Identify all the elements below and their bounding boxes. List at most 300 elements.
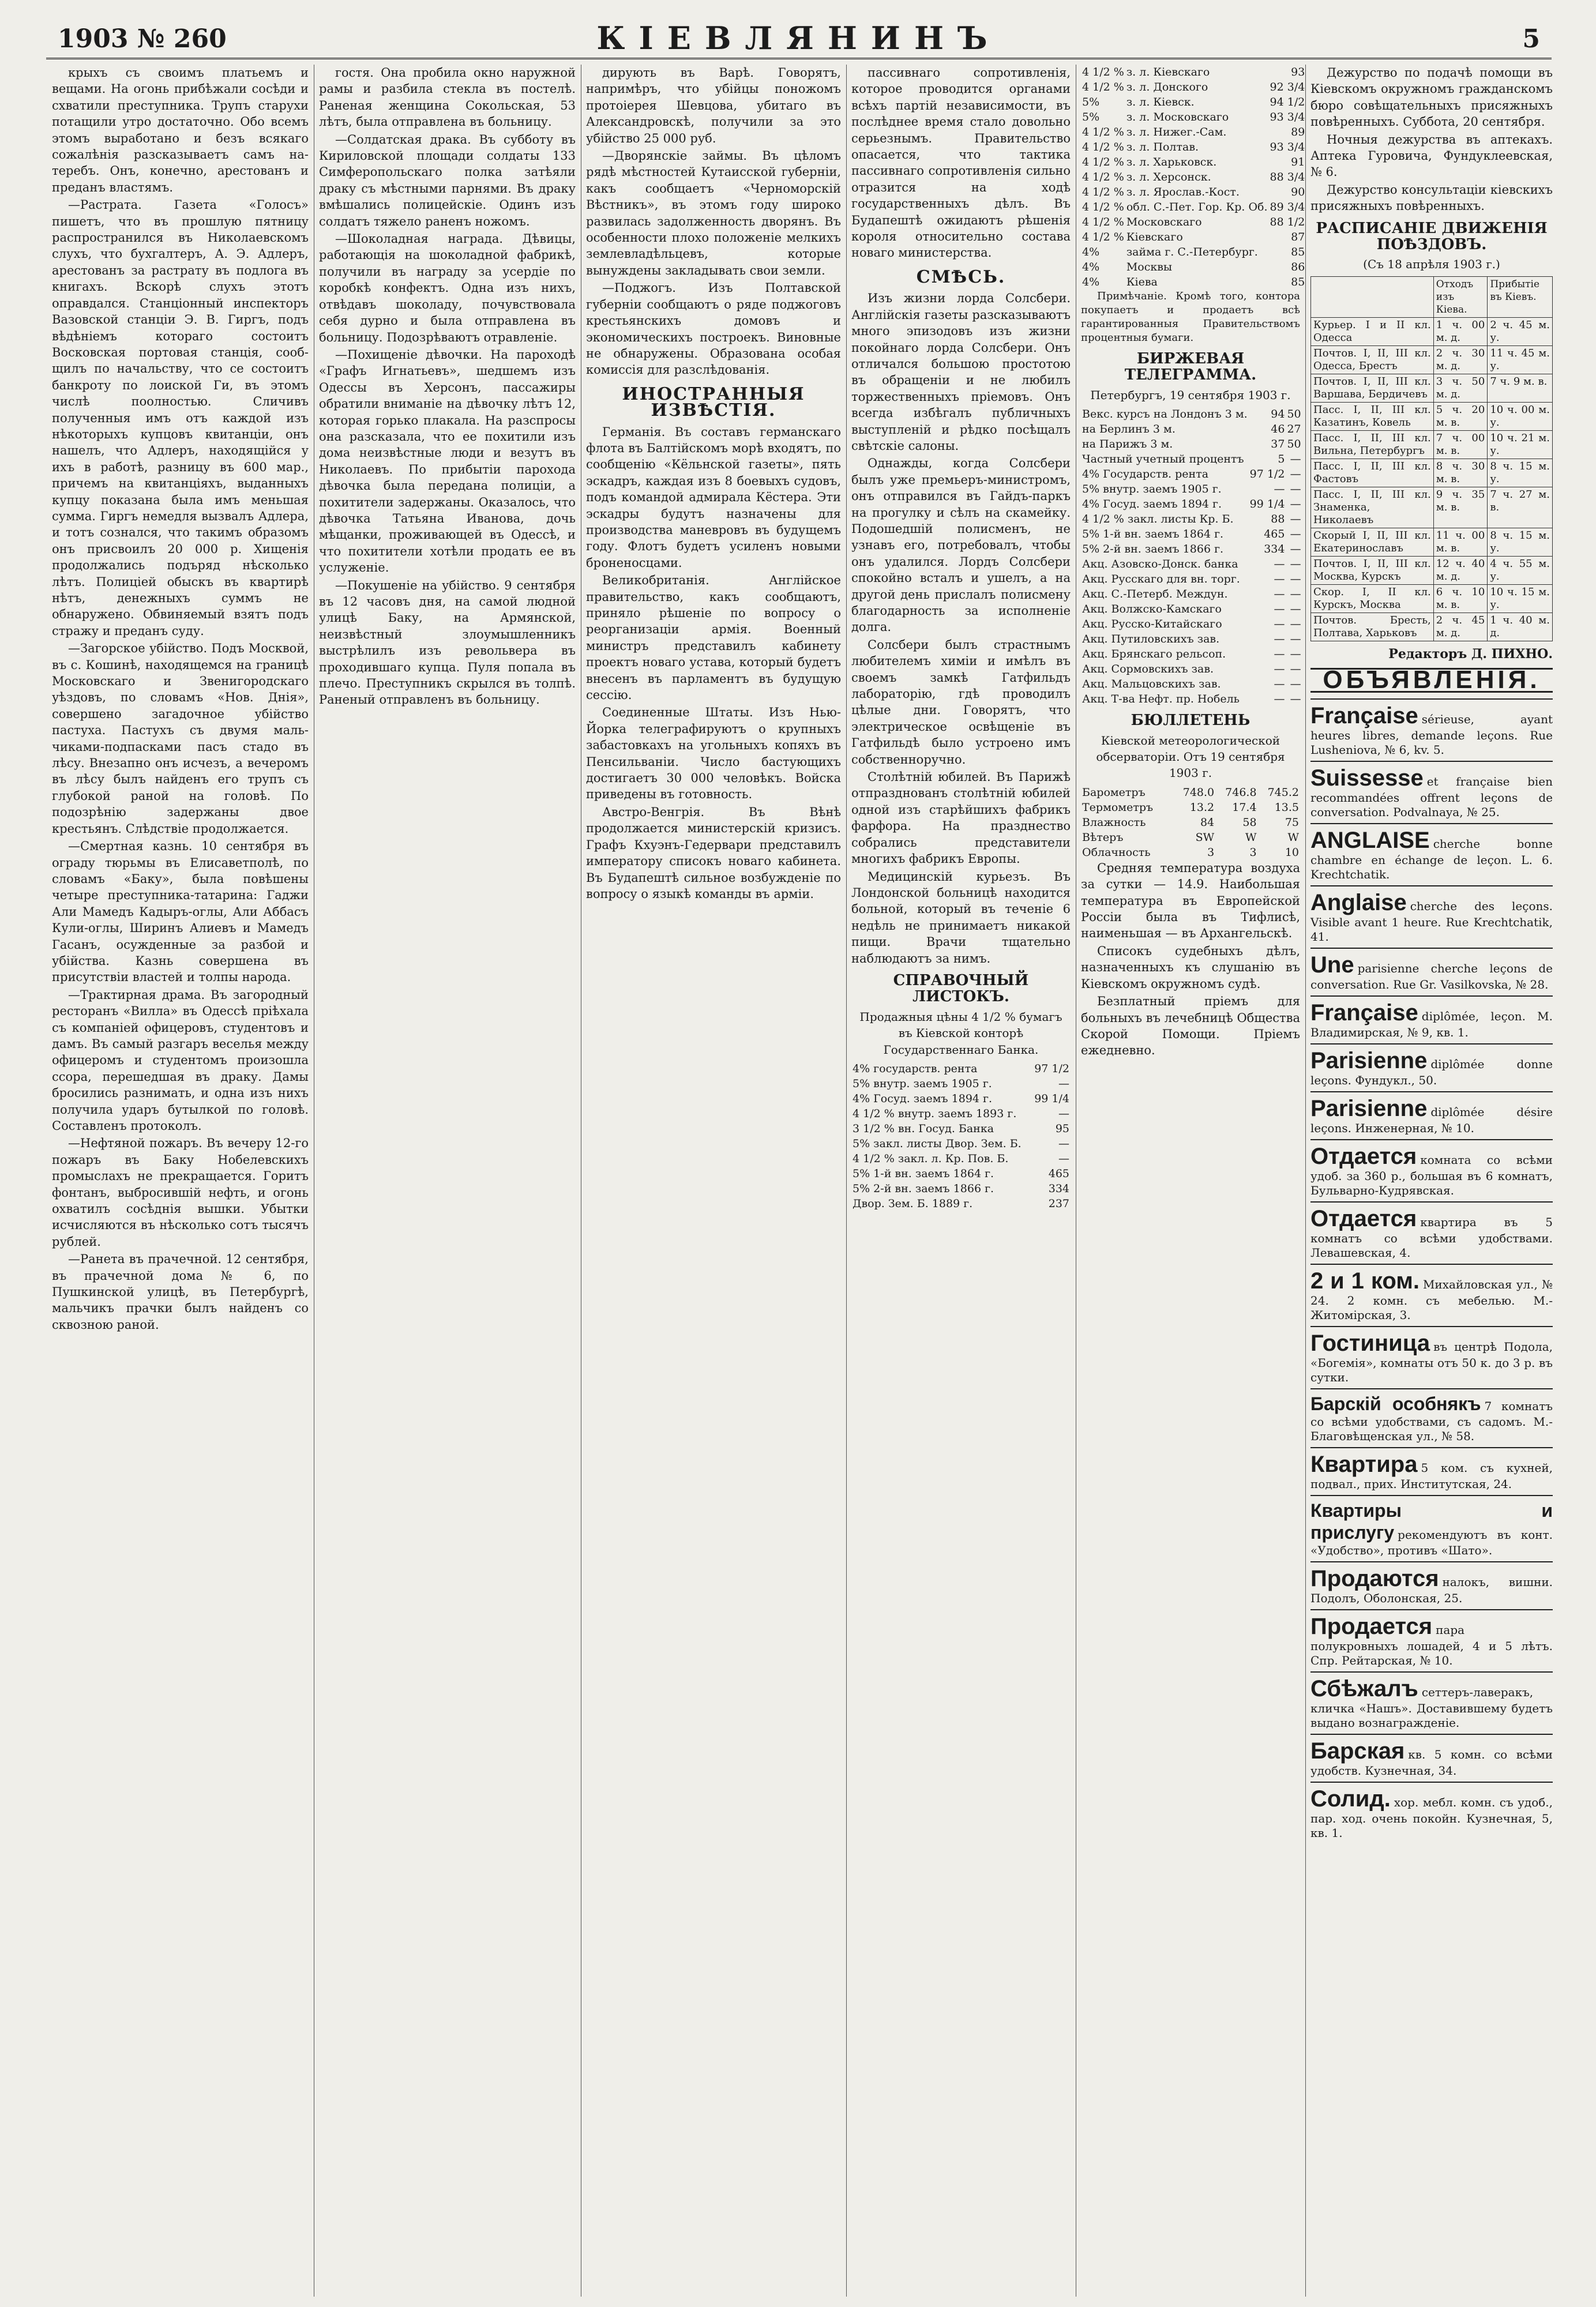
newspaper-title: КІЕВЛЯНИНЪ — [596, 20, 1001, 57]
miscellany-paragraph: Изъ жизни лорда Солсбери. Англійскія газеты разсказываютъ много эпизодовъ изъ жизни покойнаго лорда Солсбери. Онъ отличался большою простотою въ обращеніи и не любилъ торжественныхъ пріемовъ. Онъ всегда избѣгалъ публичныхъ выступленій и рѣдко посѣщалъ свѣтскіе салоны. — [851, 291, 1071, 453]
ad-keyword: 2 и 1 ком. — [1310, 1268, 1419, 1294]
ad-text: Михайловская ул., № 24. 2 комн. съ мебелью. М.-Житомірская, 3. — [1310, 1277, 1553, 1322]
bond-price-row-cell: 5% 2-й вн. заемъ 1866 г. — [853, 1182, 994, 1195]
exchange-table — [1081, 407, 1302, 707]
article-paragraph: —Загорское убійство. Подъ Москвой, въ с. Кошинѣ, находящемся на границѣ Московскаго и Звенигородскаго уѣздовъ, по словамъ «Нов. Днія», совершено загадочное убійство пастуха. Пастухъ съ двумя мальчиками-подпасками пасъ стадо въ лѣсу. Внезапно онъ исчезъ, а вечеромъ въ лѣсу былъ найденъ его трупъ съ глубокой раной на головѣ. По подозрѣнію задержаны двое крестьянъ. Слѣдствіе продолжается. — [52, 641, 309, 836]
miscellany-paragraph: Однажды, когда Солсбери былъ уже премьеръ-министромъ, онъ отправился въ Гайдъ-паркъ на прогулку и сѣлъ на скамейку. Подошедшій полисменъ, не узнавъ его, потребовалъ, чтобы онъ удалился. Лордъ Солсбери спокойно всталъ и ушелъ, а на другой день прислалъ полисмену благодарность за исполненіе долга. — [851, 456, 1071, 634]
miscellany-paragraph: Солсбери былъ страстнымъ любителемъ химіи и имѣлъ въ своемъ замкѣ Гатфильдъ лабораторію, гдѣ проводилъ цѣлые дни. Говорятъ, что электрическое освѣщеніе въ Гатфильдѣ было устроено имъ собственноручно. — [851, 637, 1071, 767]
timetable-row-cell: 7 ч. 9 м. в. — [1488, 374, 1553, 402]
timetable-row — [1311, 345, 1553, 374]
issue-number: 1903 № 260 — [58, 24, 227, 54]
mortgage-quote-row-cell: 93 3/4 — [1270, 141, 1305, 153]
article-paragraph: —Солдатская драка. Въ субботу въ Кириловской площади солдаты 133 Симферопольскаго полка затѣяли драку съ мѣстными парнями. Въ драку вмѣшались полицейскіе. Одинъ изъ солдатъ тяжело раненъ ножомъ. — [319, 132, 576, 228]
bond-price-row — [851, 1136, 1071, 1151]
exchange-row-cell: — — [1290, 483, 1301, 496]
weather-row-cell: 13.2 — [1189, 801, 1215, 814]
mortgage-quote-row-cell: 91 — [1291, 156, 1305, 168]
ad-keyword: Отдается — [1310, 1205, 1417, 1231]
mortgage-quote-row — [1081, 230, 1306, 245]
ad-keyword: Барская — [1310, 1738, 1405, 1764]
page-number: 5 — [1522, 24, 1540, 54]
exchange-row-cell: Векс. курсъ на Лондонъ 3 м. — [1082, 408, 1248, 421]
exchange-row-cell: Акц. Путиловскихъ зав. — [1082, 633, 1220, 646]
weather-row-cell: 84 — [1200, 816, 1215, 829]
mortgage-quote-row-cell: 4% — [1082, 246, 1100, 258]
column-6 — [1310, 65, 1553, 2297]
ad-keyword: Parisienne — [1310, 1095, 1428, 1121]
ad-text: diplômée, leçon. М. Владимирская, № 9, кв. 1. — [1310, 1009, 1553, 1039]
bulletin-subtitle: Кіевской метеорологической обсерваторіи. Отъ 19 сентября 1903 г. — [1096, 733, 1285, 780]
timetable-row — [1311, 317, 1553, 345]
timetable-row-cell: 2 ч. 45 м. д. — [1433, 613, 1488, 641]
classified-ad — [1310, 761, 1553, 823]
timetable-row-cell: 10 ч. 21 м. у. — [1488, 430, 1553, 459]
column-2 — [319, 65, 576, 2297]
timetable-header-cell: Отходъ изъ Кіева. — [1433, 276, 1488, 317]
timetable-row — [1311, 374, 1553, 402]
mortgage-quote-row-cell: 4 1/2 % — [1082, 231, 1124, 243]
ad-text: cherche des leçons. Visible avant 1 heure. Rue Krechtchatik, 41. — [1310, 899, 1553, 944]
miscellany — [851, 290, 1071, 967]
bond-price-row-cell: 97 1/2 — [1034, 1062, 1069, 1075]
exchange-row — [1081, 437, 1302, 452]
timetable-header-row — [1311, 276, 1553, 317]
ad-keyword: Anglaise — [1310, 889, 1407, 915]
reference-heading: СПРАВОЧНЫЙ ЛИСТОКЪ. — [893, 971, 1029, 1006]
article-paragraph: —Дворянскіе займы. Въ цѣломъ рядѣ мѣстностей Кутаисской губерніи, какъ сообщаетъ «Черноморскій Вѣстникъ», въ этомъ году широко развилась задолженность дворянъ. Въ особенности плохо положеніе мелкихъ землевладѣльцевъ, которые вынуждены закладывать свои земли. — [586, 149, 841, 277]
mortgage-quote-row-cell: з. л. Московскаго — [1126, 111, 1229, 123]
timetable-row-cell: Скор. I, II кл. Курскъ, Москва — [1311, 584, 1434, 613]
timetable-row-cell: 1 ч. 40 м. д. — [1488, 613, 1553, 641]
timetable-row-cell: 6 ч. 10 м. в. — [1433, 584, 1488, 613]
weather-row — [1081, 845, 1300, 860]
timetable-row-cell: 11 ч. 00 м. в. — [1433, 528, 1488, 556]
train-timetable — [1310, 276, 1553, 641]
ad-text: квартира въ 5 комнатъ со всѣми удобствами. Левашевская, 4. — [1310, 1215, 1553, 1260]
exchange-row-cell: Акц. Волжско-Камскаго — [1082, 603, 1222, 616]
article-paragraph: —Нефтяной пожаръ. Въ вечеру 12-го пожаръ въ Баку Нобелевскихъ промыслахъ не прекращается. Горитъ фонтанъ, выбросившій нефть, и огонь охватилъ сосѣднія вышки. Убытки исчисляются въ нѣсколько сотъ тысячъ рублей. — [52, 1136, 309, 1249]
timetable-row-cell: 8 ч. 15 м. у. — [1488, 528, 1553, 556]
timetable-row — [1311, 487, 1553, 528]
column-3 — [586, 65, 841, 2297]
classified-ad — [1310, 1264, 1553, 1326]
ad-keyword: Une — [1310, 952, 1354, 978]
exchange-row-cell: — — [1274, 693, 1285, 706]
ad-text: кв. 5 комн. со всѣми удобств. Кузнечная, 34. — [1310, 1747, 1553, 1778]
mortgage-quote-row — [1081, 155, 1306, 170]
exchange-row — [1081, 482, 1302, 497]
exchange-row — [1081, 557, 1302, 572]
exchange-row-cell: 27 — [1287, 423, 1301, 436]
mortgage-quote-row-cell: 88 3/4 — [1270, 171, 1305, 183]
ad-text: комната со всѣми удоб. за 360 р., большая въ 6 комнатъ, Бульварно-Кудрявская. — [1310, 1152, 1553, 1197]
exchange-row-cell: — — [1274, 603, 1285, 616]
timetable-row-cell: 9 ч. 35 м. в. — [1433, 487, 1488, 528]
exchange-row-cell: — — [1274, 483, 1285, 496]
exchange-row-cell: 465 — [1264, 528, 1285, 541]
bond-price-row-cell: — — [1058, 1152, 1069, 1165]
mortgage-quote-row-cell: 87 — [1291, 231, 1305, 243]
weather-paragraph: Средняя температура воздуха за сутки — 14.9. Наибольшая температура въ Европейской Россіи была въ Тифлисѣ, наименьшая — въ Архангельскѣ. — [1081, 861, 1300, 941]
exchange-row-cell: — — [1290, 588, 1301, 601]
chronicle-articles-3 — [586, 65, 841, 378]
quotes-note: Примѣчаніе. Кромѣ того, контора покупаетъ и продаетъ всѣ гарантированныя Правительствомъ процентныя бумаги. — [1081, 290, 1300, 344]
mortgage-quote-row — [1081, 65, 1306, 80]
ad-text: cherche bonne chambre en échange de leçon. L. 6. Krechtchatik. — [1310, 836, 1553, 881]
classified-ad — [1310, 1139, 1553, 1201]
editor-line: Редакторъ Д. ПИХНО. — [1388, 646, 1553, 662]
timetable-row-cell: 10 ч. 00 м. у. — [1488, 402, 1553, 430]
exchange-row — [1081, 602, 1302, 617]
bond-price-row-cell: 99 1/4 — [1034, 1092, 1069, 1105]
weather-row-cell: Влажность — [1082, 816, 1146, 829]
exchange-row-cell: — — [1274, 648, 1285, 661]
mortgage-quote-row-cell: 85 — [1291, 246, 1305, 258]
duty-paragraph: Дежурство по подачѣ помощи въ Кіевскомъ окружномъ гражданскомъ бюро совѣщательныхъ присяжныхъ повѣренныхъ. Суббота, 20 сентября. — [1310, 66, 1553, 129]
bond-price-row — [851, 1181, 1071, 1196]
masthead — [46, 12, 1552, 59]
ad-text: пара полукровныхъ лошадей, 4 и 5 лѣтъ. Спр. Рейтарская, № 10. — [1310, 1622, 1553, 1667]
bond-price-row-cell: 4 1/2 % внутр. заемъ 1893 г. — [853, 1107, 1017, 1120]
timetable-row-cell: Пасс. I, II, III кл. Казатинъ, Ковель — [1311, 402, 1434, 430]
ad-keyword: Квартира — [1310, 1451, 1418, 1477]
ad-keyword: Продается — [1310, 1613, 1433, 1639]
exchange-row-cell: 88 — [1271, 513, 1285, 526]
mortgage-quote-row-cell: 4 1/2 % — [1082, 81, 1124, 93]
mortgage-quote-row-cell: 4 1/2 % — [1082, 201, 1124, 213]
article-paragraph: крыхъ съ своимъ платьемъ и вещами. На огонь прибѣжали сосѣди и схватили преступника. Трупъ старухи потащили утро достаточно. Обо всемъ этомъ выработано и безъ всякаго сожалѣнія разсказываетъ самъ натеребъ. Онъ, конечно, арестованъ и преданъ властямъ. — [52, 66, 309, 194]
mortgage-quote-row-cell: з. л. Донского — [1126, 81, 1208, 93]
foreign-news-paragraph: Австро-Венгрія. Въ Вѣнѣ продолжается министерскій кризисъ. Графъ Кхуэнъ-Гедервари представилъ императору списокъ новаго кабинета. Въ Будапештѣ сильное возбужденіе по вопросу о языкѣ команды въ арміи. — [586, 805, 841, 901]
article-paragraph: гостя. Она пробила окно наружной рамы и разбила стекла въ постелѣ. Раненая женщина Сокольская, 53 лѣтъ, была отправлена въ больницу. — [319, 66, 576, 129]
weather-row-cell: Барометръ — [1082, 786, 1146, 799]
mortgage-quote-row — [1081, 80, 1306, 95]
article-paragraph: —Ранета въ прачечной. 12 сентября, въ прачечной дома № 6, по Пушкинской улицѣ, въ Петербургѣ, мальчикъ прачки былъ найденъ со сквозною раной. — [52, 1252, 309, 1332]
duty-notices — [1310, 65, 1553, 215]
weather-row — [1081, 785, 1300, 800]
exchange-row-cell: — — [1290, 573, 1301, 586]
mortgage-quote-row-cell: з. л. Харьковск. — [1126, 156, 1217, 168]
weather-row-cell: 748.0 — [1182, 786, 1215, 799]
weather-row — [1081, 815, 1300, 830]
exchange-row-cell: 94 — [1271, 408, 1285, 421]
weather-row-cell: 746.8 — [1225, 786, 1257, 799]
exchange-row-cell: 334 — [1264, 543, 1285, 556]
ad-keyword: Suissesse — [1310, 765, 1424, 791]
weather-row-cell: 58 — [1242, 816, 1257, 829]
timetable-row-cell: Пасс. I, II, III кл. Знаменка, Николаевъ — [1311, 487, 1434, 528]
exchange-row-cell: — — [1290, 498, 1301, 511]
exchange-row-cell: 99 1/4 — [1249, 498, 1285, 511]
ad-keyword: Солид. — [1310, 1786, 1391, 1812]
mortgage-quote-row — [1081, 185, 1306, 200]
bond-price-row-cell: 5% 1-й вн. заемъ 1864 г. — [853, 1167, 994, 1180]
mortgage-quote-row — [1081, 215, 1306, 230]
ad-keyword: Продаются — [1310, 1565, 1439, 1591]
bond-price-row — [851, 1196, 1071, 1211]
exchange-row-cell: Акц. Брянскаго рельсоп. — [1082, 648, 1226, 661]
timetable-row-cell: Пасс. I, II, III кл. Вильна, Петербургъ — [1311, 430, 1434, 459]
timetable-header-cell — [1311, 276, 1434, 317]
exchange-row-cell: 4% Государств. рента — [1082, 468, 1209, 481]
exchange-row — [1081, 572, 1302, 587]
mortgage-quote-row-cell: 86 — [1291, 261, 1305, 273]
exchange-row — [1081, 542, 1302, 557]
ad-text: parisienne cherche leçons de conversation. Rue Gr. Vasilkovska, № 28. — [1310, 961, 1553, 991]
ad-text: sérieuse, ayant heures libres, demande leçons. Rue Lusheniova, № 6, kv. 5. — [1310, 712, 1553, 757]
exchange-row-cell: — — [1290, 453, 1301, 466]
bond-price-row-cell: 465 — [1048, 1167, 1069, 1180]
bond-price-row-cell: — — [1058, 1107, 1069, 1120]
timetable-row-cell: 11 ч. 45 м. у. — [1488, 345, 1553, 374]
timetable-header-cell: Прибытіе въ Кіевъ. — [1488, 276, 1553, 317]
article-paragraph: —Трактирная драма. Въ загородный ресторанъ «Вилла» въ Одессѣ пріѣхала съ компаніей офицеровъ, студентовъ и дамъ. Въ самый разгаръ веселья между офицеромъ и студентомъ произошла ссора, перешедшая въ драку. Дамы бросились разнимать, и одна изъ нихъ получила ударъ бутылкой по головѣ. Составленъ протоколъ. — [52, 987, 309, 1133]
timetable-row-cell: Почтов. I, II, III кл. Одесса, Брестъ — [1311, 345, 1434, 374]
exchange-row-cell: 4 1/2 % закл. листы Кр. Б. — [1082, 513, 1234, 526]
article-paragraph: пассивнаго сопротивленія, которое проводится органами всѣхъ партій независимости, въ послѣднее время стало довольно серьезнымъ. Правительство опасается, что тактика пассивнаго сопротивленія сильно отразится на ходѣ государственныхъ дѣлъ. Въ Будапештѣ ожидаютъ рѣшенія короля относительно состава новаго министерства. — [851, 66, 1071, 260]
timetable-row-cell: 10 ч. 15 м. у. — [1488, 584, 1553, 613]
ad-text: рекомендуютъ въ конт. «Удобство», противъ «Шато». — [1310, 1527, 1553, 1557]
exchange-row-cell: 5% внутр. заемъ 1905 г. — [1082, 483, 1222, 496]
exchange-row-cell: — — [1290, 468, 1301, 481]
mortgage-quote-row — [1081, 275, 1306, 290]
classified-ad — [1310, 698, 1553, 761]
weather-row-cell: 13.5 — [1274, 801, 1299, 814]
exchange-row — [1081, 632, 1302, 647]
ad-keyword: Гостиница — [1310, 1330, 1430, 1356]
exchange-row-cell: — — [1290, 558, 1301, 571]
bond-price-row-cell: 95 — [1055, 1122, 1069, 1135]
timetable-row-cell: Скорый I, II, III кл. Екатеринославъ — [1311, 528, 1434, 556]
weather-paragraph: Безплатный пріемъ для больныхъ въ лечебницѣ Общества Скорой Помощи. Пріемъ ежедневно. — [1081, 994, 1300, 1058]
ad-keyword: Отдается — [1310, 1143, 1417, 1169]
mortgage-quote-row-cell: 4 1/2 % — [1082, 141, 1124, 153]
classified-ad — [1310, 1561, 1553, 1609]
bond-price-row — [851, 1091, 1071, 1106]
mortgage-quote-row-cell: з. л. Полтав. — [1126, 141, 1199, 153]
weather-table — [1081, 785, 1300, 860]
exchange-row-cell: — — [1274, 663, 1285, 676]
timetable-row-cell: 3 ч. 50 м. д. — [1433, 374, 1488, 402]
ad-text: въ центрѣ Подола, «Богемія», комнаты отъ 50 к. до 3 р. въ сутки. — [1310, 1339, 1553, 1384]
mortgage-quote-row — [1081, 95, 1306, 110]
article-paragraph: —Смертная казнь. 10 сентября въ ограду тюрьмы въ Елисаветполѣ, по словамъ «Баку», была повѣшены четыре преступника-татарина: Гаджи Али Мамедъ Кадыръ-оглы, Али Аббасъ Кули-оглы, Ширинъ Алиевъ и Мамедъ Гасанъ, осужденные за разбой и убійства. Казнь совершена въ присутствіи властей и толпы народа. — [52, 839, 309, 985]
timetable-row — [1311, 430, 1553, 459]
timetable-row-cell: 7 ч. 00 м. в. — [1433, 430, 1488, 459]
bond-price-row-cell: Двор. Зем. Б. 1889 г. — [853, 1197, 973, 1210]
bond-price-row-cell: — — [1058, 1077, 1069, 1090]
foreign-news-paragraph: Великобританія. Англійское правительство, какъ сообщаютъ, приняло рѣшеніе по вопросу о реорганизаціи армія. Военный министръ представилъ кабинету проектъ новаго устава, который будетъ внесенъ въ парламентъ въ будущую сессію. — [586, 573, 841, 702]
exchange-row-cell: — — [1274, 573, 1285, 586]
mortgage-quote-row-cell: Кіева — [1126, 276, 1158, 288]
exchange-row — [1081, 452, 1302, 467]
miscellany-heading: СМѢСЬ. — [916, 266, 1006, 287]
exchange-subtitle: Петербургъ, 19 сентября 1903 г. — [1090, 388, 1291, 402]
classified-ad — [1310, 1326, 1553, 1388]
column-1 — [52, 65, 309, 2297]
exchange-row-cell: — — [1290, 663, 1301, 676]
mortgage-quote-row-cell: 93 — [1291, 66, 1305, 78]
exchange-row-cell: — — [1290, 528, 1301, 541]
exchange-row-cell: Акц. Сормовскихъ зав. — [1082, 663, 1214, 676]
weather-row — [1081, 800, 1300, 815]
mortgage-quote-row-cell: 4 1/2 % — [1082, 126, 1124, 138]
bond-price-row-cell: 4% Госуд. заемъ 1894 г. — [853, 1092, 993, 1105]
exchange-row-cell: — — [1290, 693, 1301, 706]
classified-ad — [1310, 885, 1553, 948]
foreign-news-continued — [851, 65, 1071, 261]
exchange-row-cell: 97 1/2 — [1249, 468, 1285, 481]
exchange-row — [1081, 647, 1302, 662]
classified-ad — [1310, 1201, 1553, 1264]
exchange-row-cell: — — [1290, 633, 1301, 646]
exchange-row — [1081, 467, 1302, 482]
exchange-row-cell: — — [1274, 678, 1285, 691]
mortgage-quote-row-cell: 5% — [1082, 111, 1100, 123]
timetable-row-cell: Почтов. I, II, III кл. Москва, Курскъ — [1311, 556, 1434, 584]
foreign-news-paragraph: Соединенные Штаты. Изъ Нью-Йорка телеграфируютъ о крупныхъ забастовкахъ на угольныхъ копяхъ въ Пенсильваніи. Число бастующихъ достигаетъ 30 000 человѣкъ. Войска приведены въ готовность. — [586, 705, 841, 802]
mortgage-quote-row-cell: 90 — [1291, 186, 1305, 198]
ad-text: et française bien recommandées offrent leçons de conversation. Podvalnaya, № 25. — [1310, 774, 1553, 819]
ad-keyword: Française — [1310, 702, 1418, 728]
ad-text: diplômée donne leçons. Фундукл., 50. — [1310, 1057, 1553, 1087]
article-paragraph: дирують въ Варѣ. Говорятъ, напримѣръ, что убійцы поножомъ протоіерея Шевцова, убитаго въ Александровскѣ, получили за это убійство 25 000 руб. — [586, 66, 841, 145]
mortgage-quotes-table — [1081, 65, 1306, 290]
mortgage-quote-row-cell: займа г. С.-Петербург. — [1126, 246, 1258, 258]
miscellany-paragraph: Столѣтній юбилей. Въ Парижѣ отпразднованъ столѣтній юбилей одной изъ старѣйшихъ фабрикъ фарфора. На празднество собрались представители многихъ фабрикъ Европы. — [851, 770, 1071, 866]
ad-text: diplômée désire leçons. Инженерная, № 10. — [1310, 1104, 1553, 1135]
exchange-row — [1081, 407, 1302, 422]
exchange-row-cell: 50 — [1287, 408, 1301, 421]
weather-row-cell: Термометръ — [1082, 801, 1154, 814]
classified-ad — [1310, 1091, 1553, 1139]
bond-price-row-cell: 3 1/2 % вн. Госуд. Банка — [853, 1122, 994, 1135]
mortgage-quote-row-cell: 5% — [1082, 96, 1100, 108]
exchange-row — [1081, 677, 1302, 692]
ads-heading: ОБЪЯВЛЕНІЯ. — [1310, 668, 1553, 692]
foreign-news — [586, 424, 841, 903]
timetable-heading: РАСПИСАНІЕ ДВИЖЕНІЯ ПОѢЗДОВЪ. — [1316, 219, 1548, 254]
exchange-row-cell: 46 — [1271, 423, 1285, 436]
ad-keyword: ANGLAISE — [1310, 827, 1430, 853]
mortgage-quote-row-cell: 88 1/2 — [1270, 216, 1305, 228]
classified-ad — [1310, 1671, 1553, 1734]
column-rule — [846, 65, 847, 2297]
ad-keyword: Квартиры и прислугу — [1310, 1500, 1553, 1543]
mortgage-quote-row-cell: 89 3/4 — [1270, 201, 1305, 213]
chronicle-articles-2 — [319, 65, 576, 708]
weather-row-cell: W — [1287, 831, 1299, 844]
article-paragraph: —Покушеніе на убійство. 9 сентября въ 12 часовъ дня, на самой людной улицѣ Баку, на Армянской, неизвѣстный злоумышленникъ выстрѣлилъ изъ револьвера въ проходившаго купца. Пуля попала въ плечо. Преступникъ скрылся въ толпѣ. Раненый отправленъ въ больницу. — [319, 578, 576, 707]
exchange-row-cell: на Берлинъ 3 м. — [1082, 423, 1176, 436]
chronicle-articles — [52, 65, 309, 1333]
exchange-row-cell: — — [1274, 618, 1285, 631]
timetable-row-cell: 7 ч. 27 м. в. — [1488, 487, 1553, 528]
exchange-row — [1081, 617, 1302, 632]
timetable-row — [1311, 584, 1553, 613]
weather-row-cell: W — [1245, 831, 1257, 844]
exchange-row-cell: 50 — [1287, 438, 1301, 451]
weather-row-cell: SW — [1195, 831, 1215, 844]
weather-row-cell: Облачность — [1082, 846, 1151, 859]
weather-paragraph: Списокъ судебныхъ дѣлъ, назначенныхъ къ слушанію въ Кіевскомъ окружномъ судѣ. — [1081, 944, 1300, 991]
exchange-row-cell: — — [1290, 543, 1301, 556]
classified-ads — [1310, 698, 1553, 1844]
weather-row-cell: 75 — [1285, 816, 1299, 829]
ad-keyword: Parisienne — [1310, 1047, 1428, 1073]
weather-row-cell: Вѣтеръ — [1082, 831, 1124, 844]
ad-text: 7 комнатъ со всѣми удобствами, съ садомъ. М.-Благовѣщенская ул., № 58. — [1310, 1399, 1553, 1443]
mortgage-quote-row-cell: 4 1/2 % — [1082, 186, 1124, 198]
exchange-row-cell: — — [1274, 558, 1285, 571]
timetable-row-cell: Почтов. Бресть, Полтава, Харьковъ — [1311, 613, 1434, 641]
exchange-row — [1081, 497, 1302, 512]
exchange-row — [1081, 662, 1302, 677]
mortgage-quote-row-cell: 94 1/2 — [1270, 96, 1305, 108]
exchange-heading: БИРЖЕВАЯ ТЕЛЕГРАММА. — [1124, 350, 1257, 384]
bond-price-row-cell: 5% внутр. заемъ 1905 г. — [853, 1077, 992, 1090]
bond-price-row-cell: 4 1/2 % закл. л. Кр. Пов. Б. — [853, 1152, 1009, 1165]
exchange-row-cell: 37 — [1271, 438, 1285, 451]
timetable-row-cell: 2 ч. 30 м. д. — [1433, 345, 1488, 374]
ad-keyword: Française — [1310, 1000, 1418, 1025]
exchange-row-cell: — — [1290, 603, 1301, 616]
weather-row-cell: 3 — [1207, 846, 1215, 859]
timetable-row — [1311, 556, 1553, 584]
timetable-row — [1311, 459, 1553, 487]
classified-ad — [1310, 823, 1553, 885]
exchange-row-cell: — — [1274, 633, 1285, 646]
timetable-row-cell: Почтов. I, II, III кл. Варшава, Бердичевъ — [1311, 374, 1434, 402]
mortgage-quote-row-cell: 85 — [1291, 276, 1305, 288]
timetable-row-cell: 12 ч. 40 м. д. — [1433, 556, 1488, 584]
bond-price-row — [851, 1076, 1071, 1091]
exchange-row-cell: — — [1290, 618, 1301, 631]
exchange-row-cell: 5% 2-й вн. заемъ 1866 г. — [1082, 543, 1224, 556]
mortgage-quote-row-cell: обл. С.-Пет. Гор. Кр. Об. — [1126, 201, 1268, 213]
exchange-row-cell: — — [1274, 588, 1285, 601]
weather-row — [1081, 830, 1300, 845]
exchange-row — [1081, 512, 1302, 527]
miscellany-paragraph: Медицинскій курьезъ. Въ Лондонской больницѣ находится больной, который въ теченіе 6 недѣль не принимаетъ никакой пищи. Врачи тщательно наблюдаютъ за нимъ. — [851, 869, 1071, 965]
article-paragraph: —Растрата. Газета «Голосъ» пишетъ, что въ прошлую пятницу распространился въ Николаевскомъ слухъ, что бухгалтеръ, А. Э. Адлеръ, арестованъ за растрату въ подлога въ книгахъ. Вскорѣ слухъ этотъ оправдался. Станціонный инспекторъ Вазовской станціи Э. В. Гиргъ, подъ вѣдѣніемъ котораго состоитъ Восковская портовая станція, сообщилъ по начальству, что се состоитъ банкроту по лоиской Ги, въ этомъ числѣ поолностью. Сличивъ полученныя имъ отъ каждой изъ нѣкоторыхъ купцовъ квитанціи, онъ нашелъ, что Адлеръ, находящійся у ихъ в работѣ, разницу въ 600 мар., причемъ на квитанціяхъ, выданныхъ купцу показана была имъ меньшая сумма. Гиргъ немедля вызвалъ Адлера, и тотъ сознался, что такимъ образомъ онъ присвоилъ 20 000 р. Хищенія продолжались подъряд нѣсколько лѣтъ. Полиціей обыскъ въ квартирѣ нѣтъ, денежныхъ суммъ не обнаружено. Обвиняемый взятъ подъ стражу и преданъ суду. — [52, 198, 309, 638]
exchange-row — [1081, 587, 1302, 602]
exchange-row-cell: на Парижъ 3 м. — [1082, 438, 1173, 451]
bond-price-table — [851, 1061, 1071, 1211]
classified-ad — [1310, 948, 1553, 995]
article-paragraph: —Поджогъ. Изъ Полтавской губерніи сообщаютъ о ряде поджоговъ крестьянскихъ домовъ и экономическихъ построекъ. Виновные не обнаружены. Образована особая комиссія для разслѣдованія. — [586, 281, 841, 377]
classified-ad — [1310, 1495, 1553, 1561]
ad-text: 5 ком. съ кухней, подвал., прих. Институтская, 24. — [1310, 1460, 1553, 1491]
classified-ad — [1310, 995, 1553, 1043]
exchange-row-cell: 5% 1-й вн. заемъ 1864 г. — [1082, 528, 1224, 541]
weather-row-cell: 10 — [1285, 846, 1299, 859]
ad-keyword: Барскій особнякъ — [1310, 1393, 1481, 1414]
bulletin-heading: БЮЛЛЕТЕНЬ — [1131, 712, 1250, 730]
exchange-row-cell: 5 — [1278, 453, 1285, 466]
mortgage-quote-row-cell: з. л. Кіевскаго — [1126, 66, 1210, 78]
mortgage-quote-row-cell: 4 1/2 % — [1082, 171, 1124, 183]
mortgage-quote-row-cell: 4 1/2 % — [1082, 216, 1124, 228]
mortgage-quote-row — [1081, 170, 1306, 185]
foreign-news-paragraph: Германія. Въ составъ германскаго флота въ Балтійскомъ морѣ входятъ, по сообщенію «Кёльнской газеты», пять эскадръ, каждая изъ 8 боевыхъ судовъ, подъ командой адмирала Кёстера. Эти эскадры будутъ назначены для производства маневровъ въ будущемъ году. Флотъ будетъ усиленъ новыми броненосцами. — [586, 424, 841, 570]
exchange-row — [1081, 422, 1302, 437]
weather-notes — [1081, 860, 1300, 1059]
bond-price-row-cell: 334 — [1048, 1182, 1069, 1195]
mortgage-quote-row-cell: Московскаго — [1126, 216, 1202, 228]
bond-price-row-cell: 237 — [1048, 1197, 1069, 1210]
exchange-row-cell: Акц. Мальцовскихъ зав. — [1082, 678, 1221, 691]
